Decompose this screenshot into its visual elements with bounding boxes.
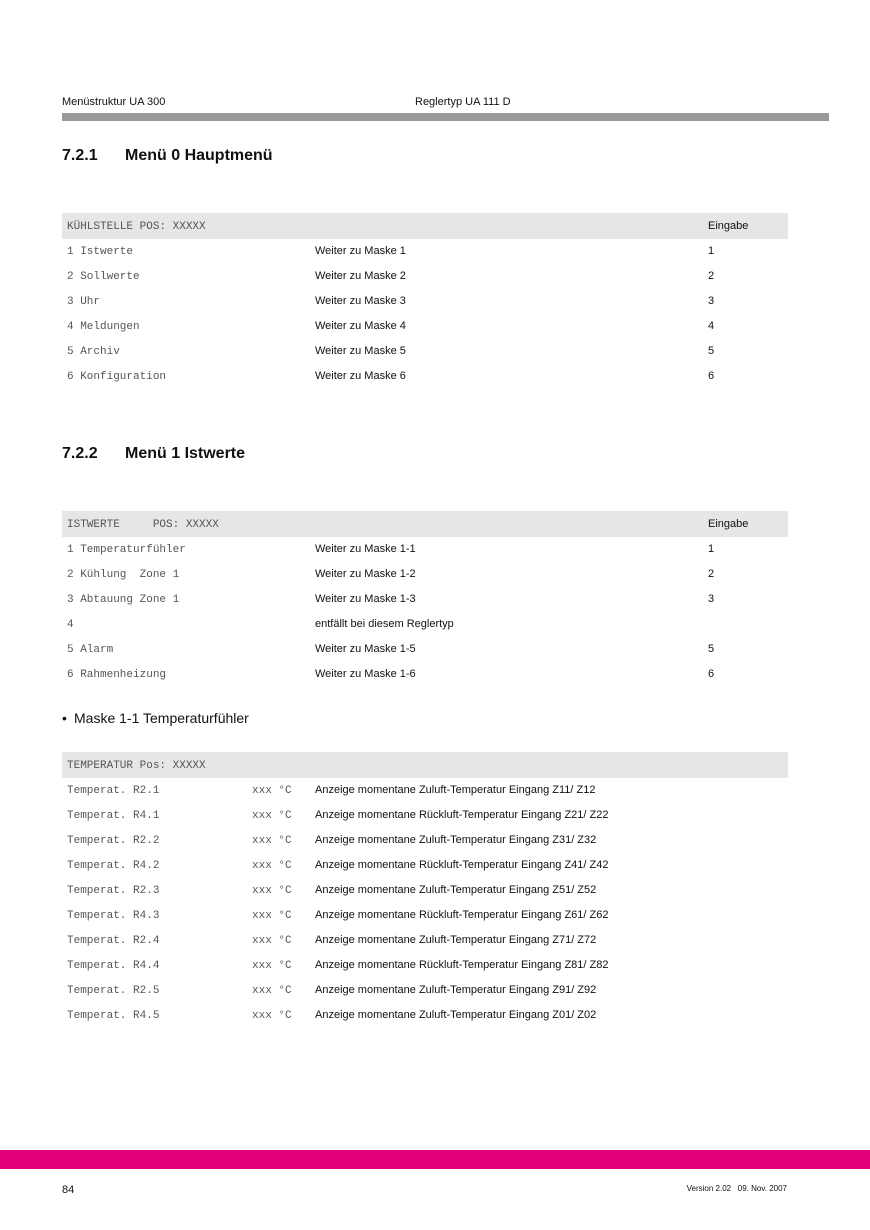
row-label: 3 Abtauung Zone 1	[67, 594, 180, 606]
table-row	[62, 612, 788, 637]
row-label: 1 Temperaturfühler	[67, 544, 186, 556]
table-row	[62, 364, 788, 389]
table-header	[62, 213, 788, 239]
row-label: 2 Sollwerte	[67, 271, 140, 283]
row-description: Weiter zu Maske 1-3	[315, 593, 416, 605]
row-label: 1 Istwerte	[67, 246, 134, 258]
row-input: 6	[708, 668, 715, 680]
table-header-label: KÜHLSTELLE POS: XXXXX	[67, 221, 206, 233]
section-2-title: Menü 1 Istwerte	[125, 445, 246, 462]
row-input: 2	[708, 270, 715, 282]
row-value: xxx °C	[252, 960, 292, 972]
row-label: 5 Alarm	[67, 644, 114, 656]
istwerte-table	[62, 511, 788, 687]
row-description: Anzeige momentane Zuluft-Temperatur Eingang Z51/ Z52	[315, 884, 597, 896]
temperature-table	[62, 752, 788, 1028]
table-row	[62, 239, 788, 264]
table-row	[62, 537, 788, 562]
row-description: Anzeige momentane Rückluft-Temperatur Eingang Z61/ Z62	[315, 909, 609, 921]
table-row	[62, 587, 788, 612]
row-input: 1	[708, 245, 715, 257]
table-row	[62, 853, 788, 878]
row-label: 3 Uhr	[67, 296, 101, 308]
table-row	[62, 339, 788, 364]
row-input: 5	[708, 345, 715, 357]
row-input: 3	[708, 295, 715, 307]
main-menu-table	[62, 213, 788, 389]
row-label: 5 Archiv	[67, 346, 120, 358]
row-description: Anzeige momentane Zuluft-Temperatur Eingang Z71/ Z72	[315, 934, 597, 946]
table-row	[62, 928, 788, 953]
row-label: 4 Meldungen	[67, 321, 140, 333]
section-2-number: 7.2.2	[62, 445, 98, 462]
table-header-label: TEMPERATUR Pos: XXXXX	[67, 760, 206, 772]
header-center-title: Reglertyp UA 111 D	[415, 96, 511, 108]
row-value: xxx °C	[252, 1010, 292, 1022]
table-row	[62, 637, 788, 662]
row-description: Weiter zu Maske 2	[315, 270, 406, 282]
row-label: 2 Kühlung Zone 1	[67, 569, 180, 581]
table-row	[62, 562, 788, 587]
version-info: Version 2.02 09. Nov. 2007	[686, 1184, 787, 1193]
row-input: 4	[708, 320, 715, 332]
row-input: 3	[708, 593, 715, 605]
table-row	[62, 953, 788, 978]
table-row	[62, 828, 788, 853]
bullet-symbol: •	[62, 710, 67, 726]
row-label: Temperat. R4.3	[67, 910, 160, 922]
row-label: Temperat. R2.4	[67, 935, 160, 947]
row-value: xxx °C	[252, 985, 292, 997]
row-input: 5	[708, 643, 715, 655]
row-description: entfällt bei diesem Reglertyp	[315, 618, 454, 630]
row-value: xxx °C	[252, 810, 292, 822]
row-description: Weiter zu Maske 6	[315, 370, 406, 382]
row-description: Anzeige momentane Rückluft-Temperatur Eingang Z81/ Z82	[315, 959, 609, 971]
row-value: xxx °C	[252, 910, 292, 922]
row-label: Temperat. R4.4	[67, 960, 160, 972]
row-description: Weiter zu Maske 1-2	[315, 568, 416, 580]
page-number: 84	[62, 1184, 75, 1196]
row-description: Anzeige momentane Zuluft-Temperatur Eingang Z11/ Z12	[315, 784, 596, 796]
table-row	[62, 264, 788, 289]
row-label: Temperat. R2.1	[67, 785, 160, 797]
row-description: Weiter zu Maske 5	[315, 345, 406, 357]
row-description: Weiter zu Maske 1-6	[315, 668, 416, 680]
table-header-label: ISTWERTE POS: XXXXX	[67, 519, 219, 531]
row-value: xxx °C	[252, 860, 292, 872]
table-header-input: Eingabe	[708, 518, 749, 530]
row-description: Weiter zu Maske 3	[315, 295, 406, 307]
section-1-title: Menü 0 Hauptmenü	[125, 147, 273, 164]
row-label: Temperat. R2.3	[67, 885, 160, 897]
row-label: 4	[67, 619, 74, 631]
row-description: Anzeige momentane Zuluft-Temperatur Eingang Z01/ Z02	[315, 1009, 597, 1021]
section-1-number: 7.2.1	[62, 147, 98, 164]
row-value: xxx °C	[252, 935, 292, 947]
row-description: Weiter zu Maske 1-5	[315, 643, 416, 655]
row-label: Temperat. R2.5	[67, 985, 160, 997]
header-rule	[62, 113, 829, 121]
row-label: Temperat. R4.2	[67, 860, 160, 872]
table-row	[62, 903, 788, 928]
bullet-text: Maske 1-1 Temperaturfühler	[74, 710, 249, 726]
row-description: Anzeige momentane Zuluft-Temperatur Eingang Z91/ Z92	[315, 984, 597, 996]
row-label: Temperat. R4.5	[67, 1010, 160, 1022]
row-label: Temperat. R2.2	[67, 835, 160, 847]
table-row	[62, 289, 788, 314]
row-input: 1	[708, 543, 715, 555]
row-description: Anzeige momentane Rückluft-Temperatur Eingang Z41/ Z42	[315, 859, 609, 871]
table-row	[62, 878, 788, 903]
table-row	[62, 803, 788, 828]
bullet-subheading	[62, 710, 249, 726]
header-left-title: Menüstruktur UA 300	[62, 96, 166, 108]
row-input: 6	[708, 370, 715, 382]
table-row	[62, 778, 788, 803]
row-label: Temperat. R4.1	[67, 810, 160, 822]
footer-bar	[0, 1150, 870, 1169]
table-header	[62, 752, 788, 778]
row-description: Anzeige momentane Rückluft-Temperatur Eingang Z21/ Z22	[315, 809, 609, 821]
row-value: xxx °C	[252, 785, 292, 797]
row-input: 2	[708, 568, 715, 580]
row-label: 6 Konfiguration	[67, 371, 167, 383]
row-description: Weiter zu Maske 4	[315, 320, 406, 332]
row-label: 6 Rahmenheizung	[67, 669, 167, 681]
row-description: Weiter zu Maske 1-1	[315, 543, 416, 555]
row-description: Weiter zu Maske 1	[315, 245, 406, 257]
table-header	[62, 511, 788, 537]
table-row	[62, 978, 788, 1003]
row-description: Anzeige momentane Zuluft-Temperatur Eingang Z31/ Z32	[315, 834, 597, 846]
table-header-input: Eingabe	[708, 220, 749, 232]
row-value: xxx °C	[252, 835, 292, 847]
table-row	[62, 662, 788, 687]
table-row	[62, 314, 788, 339]
row-value: xxx °C	[252, 885, 292, 897]
table-row	[62, 1003, 788, 1028]
